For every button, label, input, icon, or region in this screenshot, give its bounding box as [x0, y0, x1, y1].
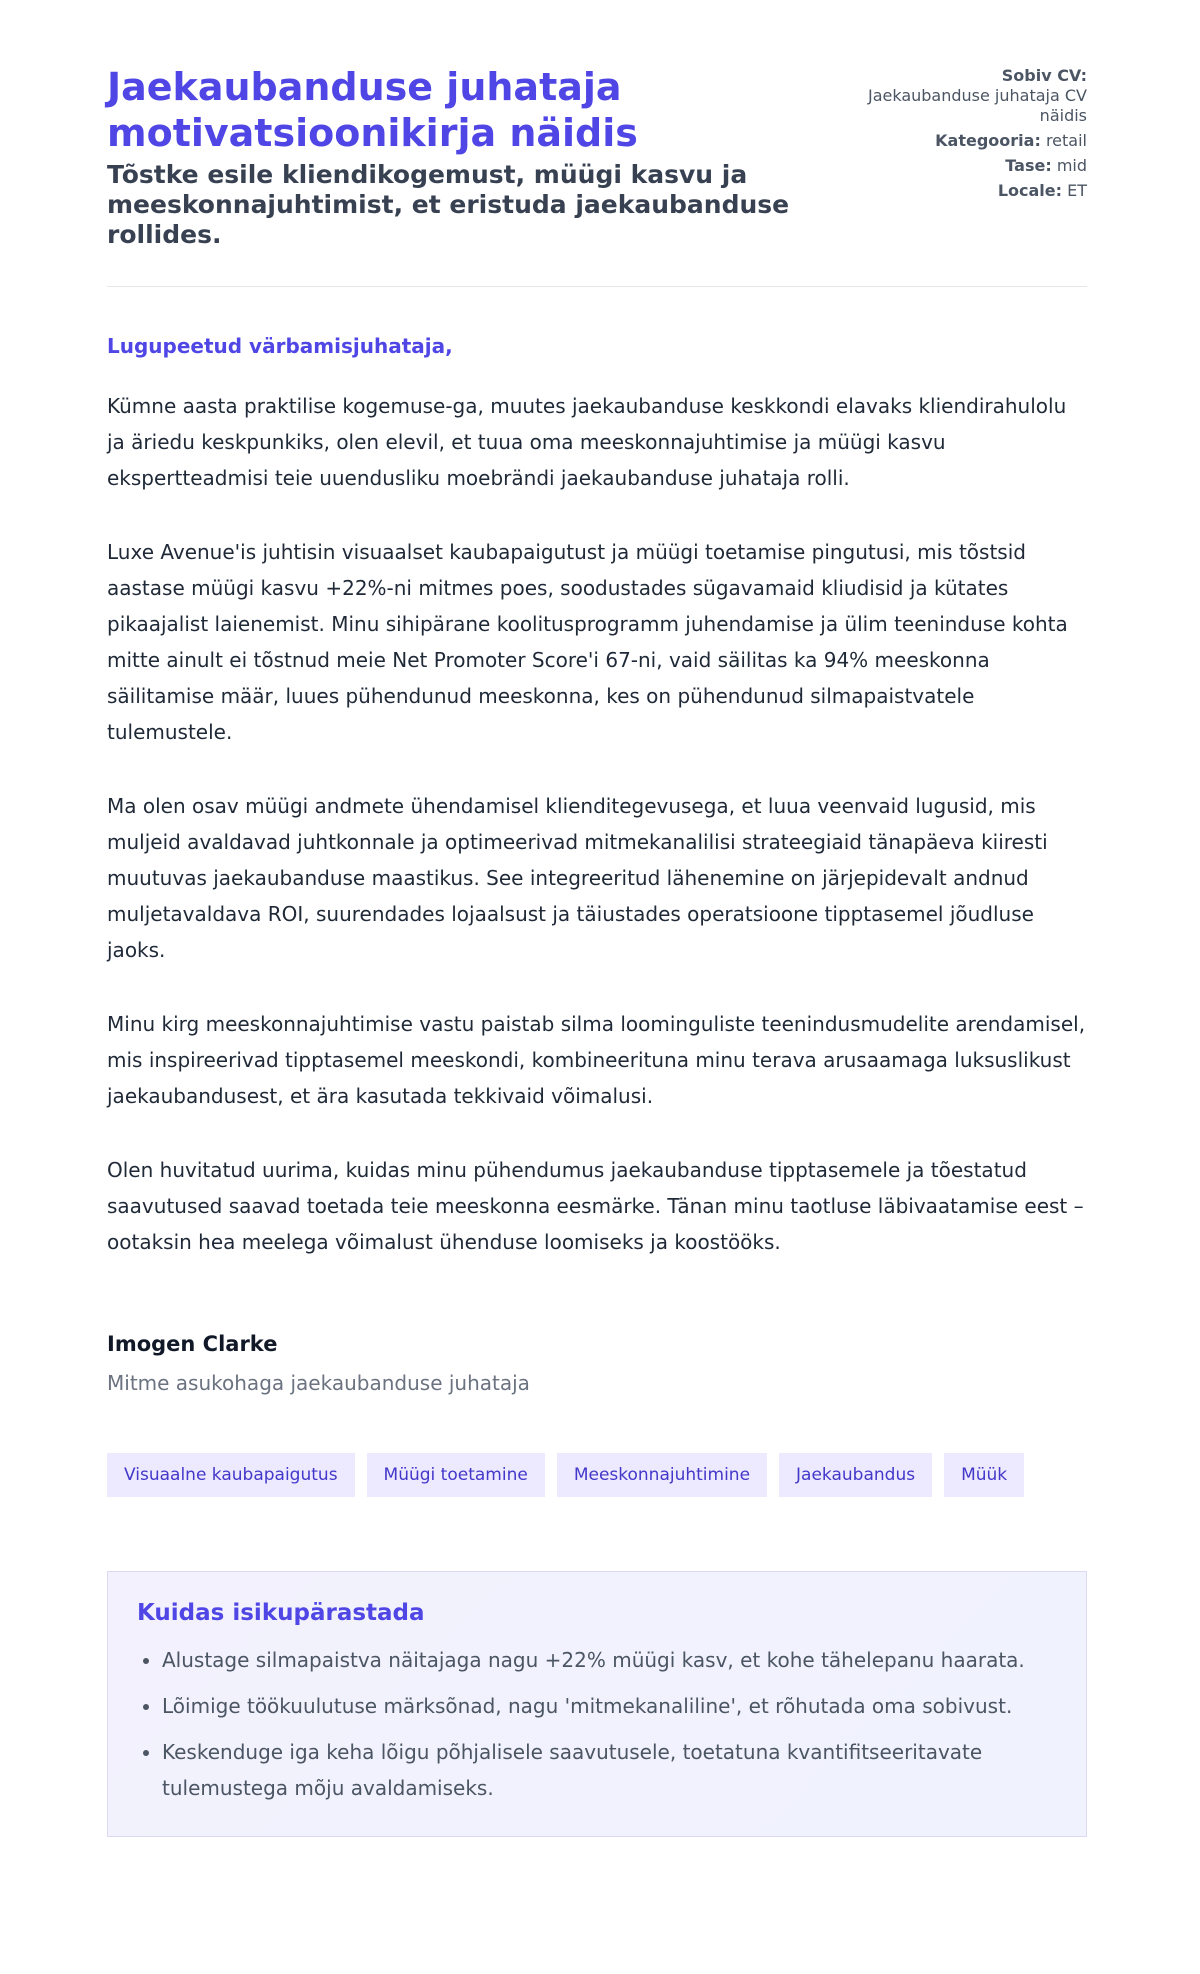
tip-item: • Keskenduge iga keha lõigu põhjalisele saavutusele, toetatuna kvantifitseeritavate tulemustega mõju avaldamiseks. — [162, 1734, 1057, 1806]
letter-paragraph: Luxe Avenue'is juhtisin visuaalset kaubapaigutust ja müügi toetamise pingutusi, mis tõstsid aastase müügi kasvu +22%-ni mitmes poes, soodustades sügavamaid kliudisid ja kütates pikaajalist laienemist. Minu sihipärane koolitusprogramm juhendamise ja ülim teeninduse kohta mitte ainult ei tõstnud meie Net Promoter Score'i 67-ni, vaid säilitas ka 94% meeskonna säilitamise määr, luues pühendunud meeskonna, kes on pühendunud silmapaistvatele tulemustele. — [107, 540, 1068, 744]
meta-match-label: Sobiv CV: — [1001, 66, 1087, 85]
letter-paragraph: Ma olen osav müügi andmete ühendamisel klienditegevusega, et luua veenvaid lugusid, mis muljeid avaldavad juhtkonnale ja optimeerivad mitmekanalilisi strateegiaid tänapäeva kiiresti muutuvas jaekaubanduse maastikus. See integreeritud lähenemine on järjepidevalt andnud muljetavaldava ROI, suurendades lojaalsust ja täiustades operatsioone tipptasemel jõudluse jaoks. — [107, 794, 1048, 962]
letter-greeting: Lugupeetud värbamisjuhataja, — [107, 334, 453, 358]
title-block — [107, 64, 827, 250]
skill-tag[interactable]: Meeskonnajuhtimine — [557, 1453, 767, 1497]
page-header — [107, 64, 1087, 250]
skill-tags — [107, 1453, 1087, 1497]
signer-name: Imogen Clarke — [107, 1332, 278, 1356]
meta-locale-label: Locale: — [997, 181, 1063, 200]
letter-paragraph: Kümne aasta praktilise kogemuse-ga, muutes jaekaubanduse keskkondi elavaks kliendirahulolu ja äriedu keskpunkiks, olen elevil, et tuua oma meeskonnajuhtimise ja müügi kasvu ekspertteadmisi teie uuendusliku moebrändi jaekaubanduse juhataja rolli. — [107, 394, 1067, 490]
skill-tag[interactable]: Visuaalne kaubapaigutus — [107, 1453, 355, 1497]
tips-title: Kuidas isikupärastada — [137, 1600, 425, 1626]
meta-level-label: Tase: — [1005, 156, 1052, 175]
meta-match-value[interactable]: Jaekaubanduse juhataja CV näidis — [867, 86, 1087, 125]
skill-tag[interactable]: Müük — [944, 1453, 1024, 1497]
page-subtitle: Tõstke esile kliendikogemust, müügi kasvu ja meeskonnajuhtimist, et eristuda jaekaubanduse rollides. — [107, 160, 790, 249]
tip-item: • Alustage silmapaistva näitajaga nagu +22% müügi kasv, et kohe tähelepanu haarata. — [162, 1642, 1057, 1678]
meta-category-value: retail — [1045, 131, 1087, 150]
meta-locale-value: ET — [1067, 181, 1087, 200]
cover-letter-page — [107, 0, 1087, 1837]
skill-tag[interactable]: Müügi toetamine — [367, 1453, 545, 1497]
skill-tag[interactable]: Jaekaubandus — [779, 1453, 932, 1497]
meta-level-value: mid — [1056, 156, 1087, 175]
letter-paragraph: Olen huvitatud uurima, kuidas minu pühendumus jaekaubanduse tipptasemele ja tõestatud saavutused saavad toetada teie meeskonna eesmärke. Tänan minu taotluse läbivaatamise eest – ootaksin hea meelega võimalust ühenduse loomiseks ja koostööks. — [107, 1158, 1084, 1254]
meta-level-row — [857, 156, 1087, 176]
letter-paragraph: Minu kirg meeskonnajuhtimise vastu paistab silma loominguliste teenindusmudelite arendamisel, mis inspireerivad tipptasemel meeskondi, kombineerituna minu terava arusaamaga luksuslikust jaekaubandusest, et ära kasutada tekkivaid võimalusi. — [107, 1012, 1086, 1108]
page-title: Jaekaubanduse juhataja motivatsioonikirja näidis — [107, 65, 638, 155]
tips-list — [137, 1642, 1057, 1806]
tip-item: • Lõimige töökuulutuse märksõnad, nagu 'mitmekanaliline', et rõhutada oma sobivust. — [162, 1688, 1057, 1724]
personalization-tips-box — [107, 1571, 1087, 1837]
meta-panel — [857, 64, 1087, 206]
meta-category-row — [857, 131, 1087, 151]
header-divider — [107, 286, 1087, 287]
meta-category-label: Kategooria: — [935, 131, 1041, 150]
signer-role: Mitme asukohaga jaekaubanduse juhataja — [107, 1371, 530, 1395]
meta-match-row — [857, 66, 1087, 126]
meta-locale-row — [857, 181, 1087, 201]
